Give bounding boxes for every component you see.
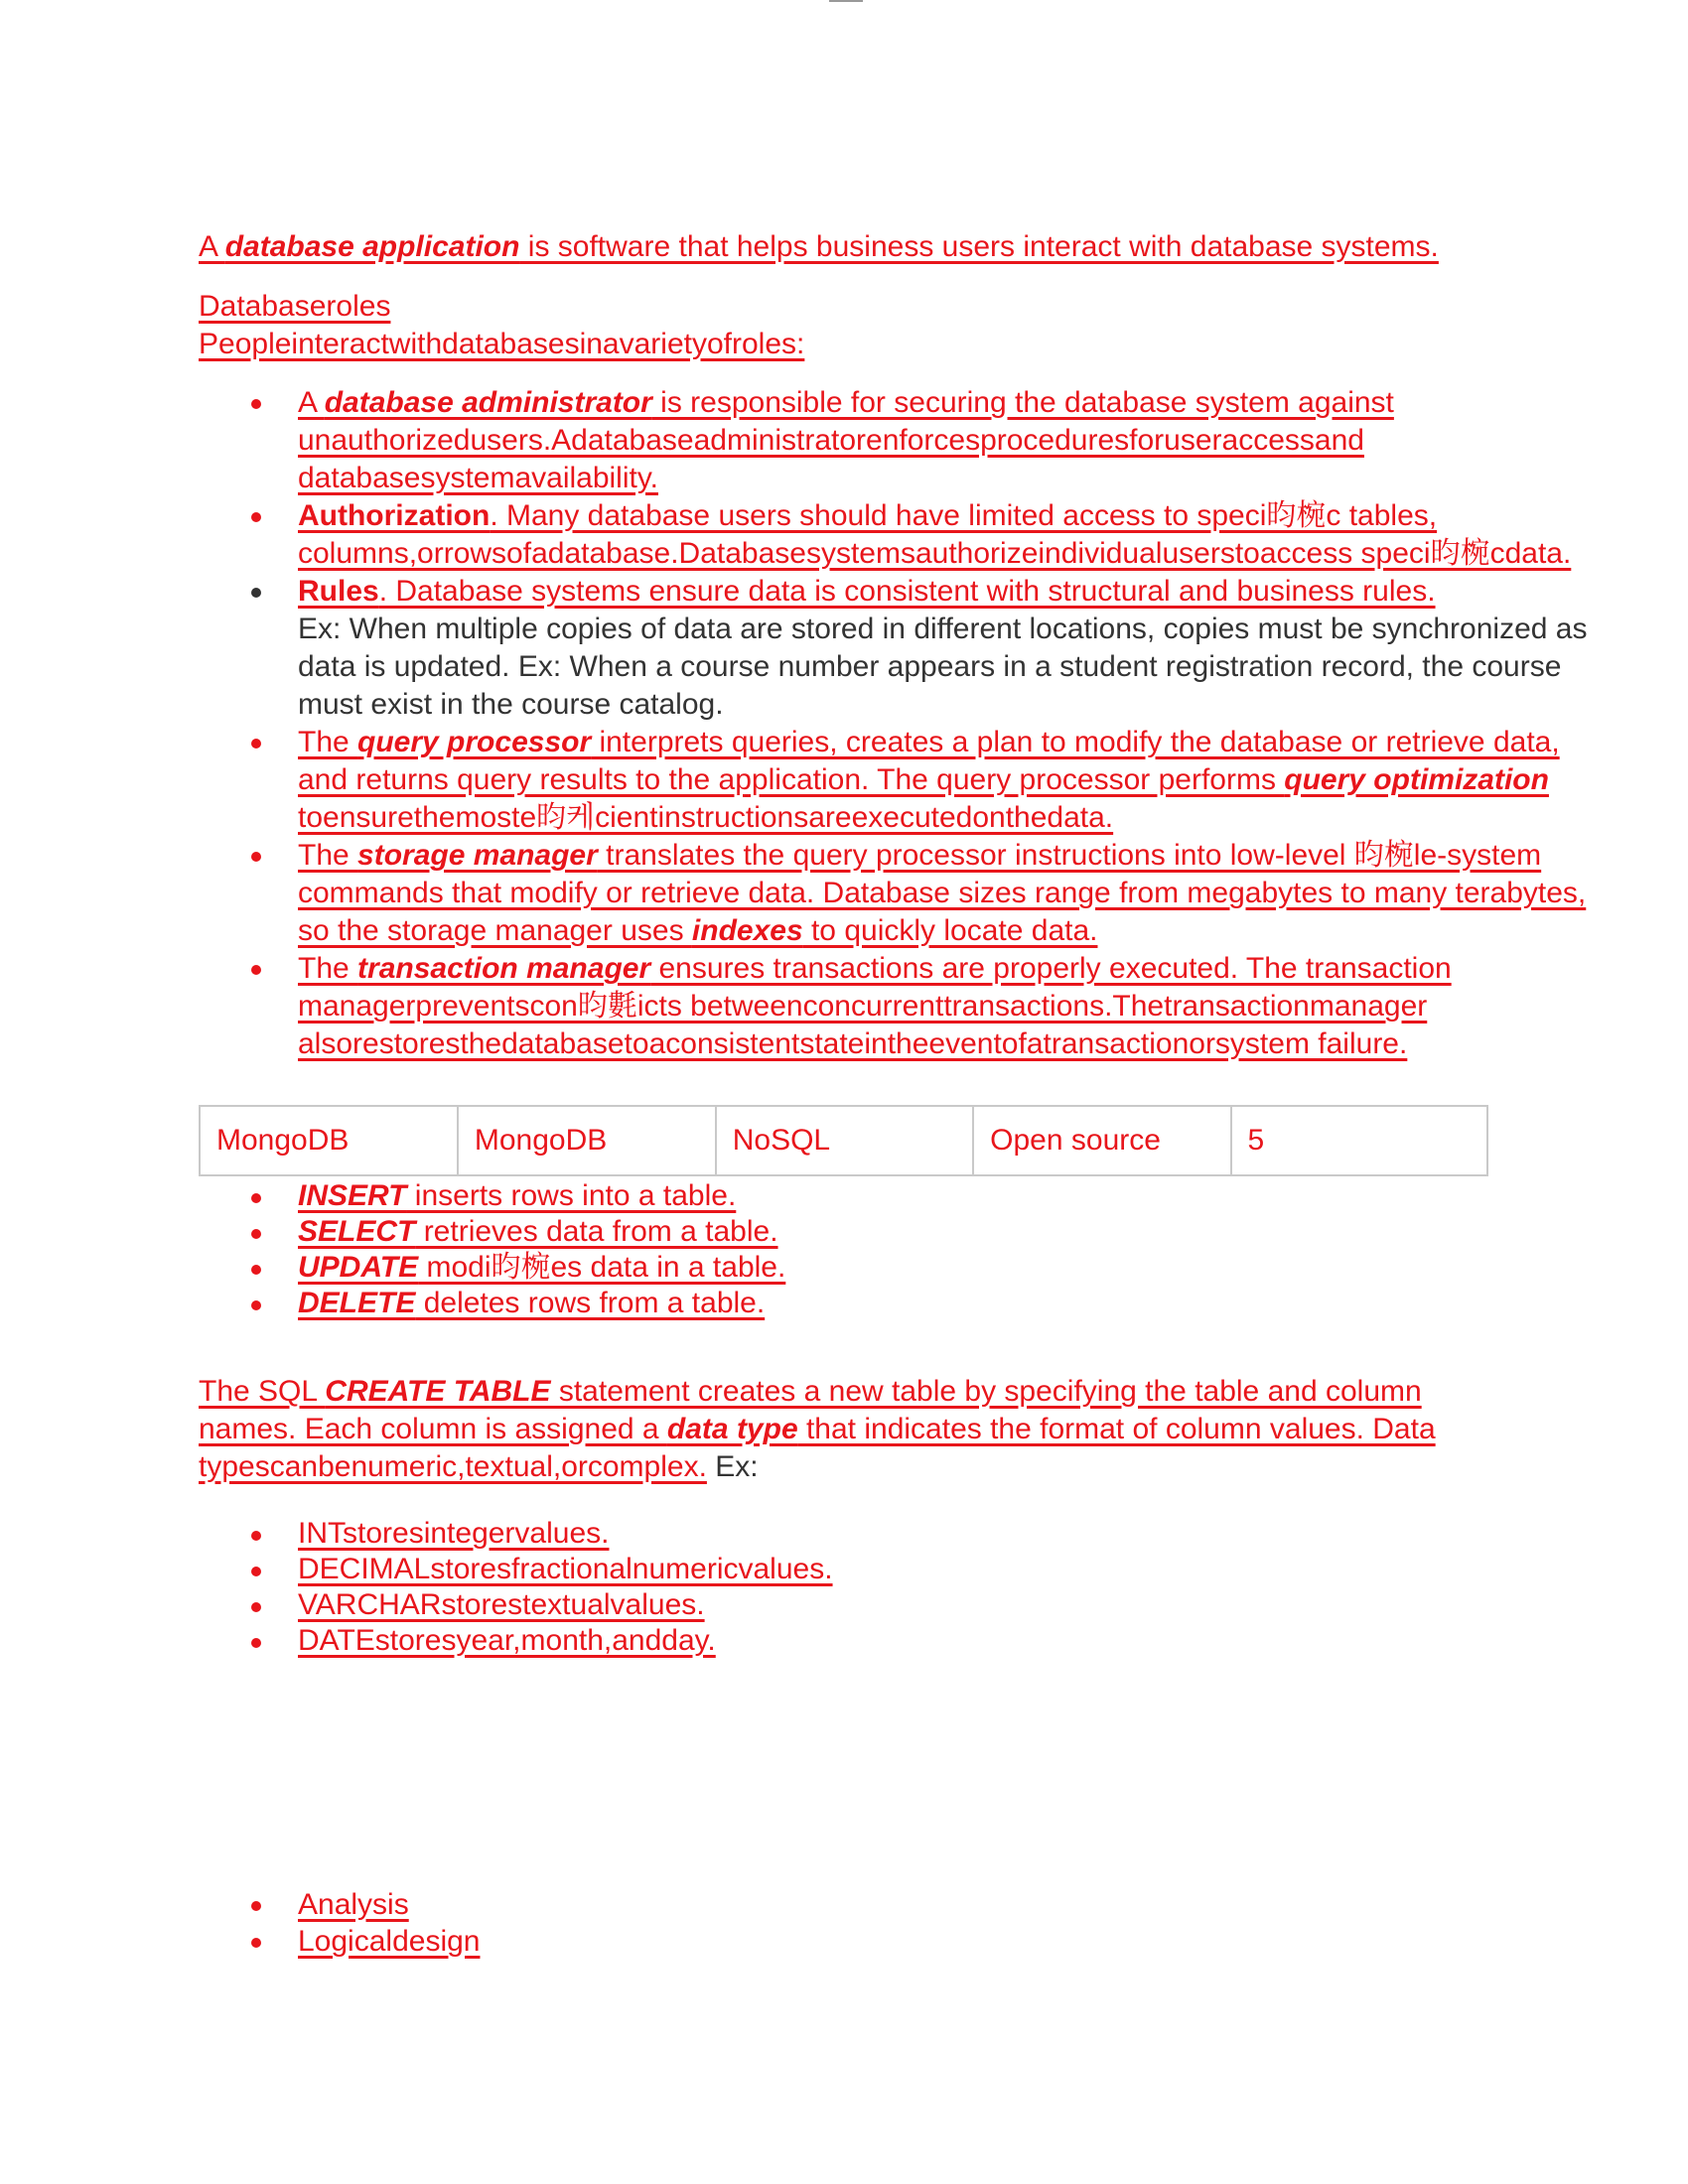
roles-subheading: Peopleinteractwithdatabasesinavarietyofroles: bbox=[199, 328, 805, 360]
table-cell: 5 bbox=[1231, 1106, 1488, 1175]
command-text: modi昀椀es data in a table. bbox=[418, 1251, 786, 1284]
list-item bbox=[298, 837, 1589, 950]
ct-pre: The SQL bbox=[199, 1375, 326, 1408]
item-pre: A bbox=[298, 386, 325, 419]
database-table bbox=[199, 1105, 1488, 1176]
design-phases-list bbox=[199, 1886, 1589, 1960]
table-cell: Open source bbox=[973, 1106, 1230, 1175]
list-item bbox=[298, 1178, 1589, 1214]
roles-list bbox=[199, 384, 1589, 1063]
command-term: DELETE bbox=[298, 1287, 416, 1319]
intro-paragraph bbox=[199, 228, 1489, 266]
item-term: query processor bbox=[357, 726, 592, 758]
item-text: is responsible for securing the database system against unauthorizedusers.Adatabaseadministratorenforcesproceduresforuseraccessand databasesystemavailability. bbox=[298, 386, 1394, 494]
list-item bbox=[298, 724, 1589, 837]
list-item: Logicaldesign bbox=[298, 1923, 1589, 1960]
table-row bbox=[200, 1106, 1487, 1175]
item-pre: The bbox=[298, 952, 358, 985]
list-item: DECIMALstoresfractionalnumericvalues. bbox=[298, 1552, 1589, 1587]
item-text: . Database systems ensure data is consistent with structural and business rules. bbox=[378, 575, 1436, 608]
create-table-paragraph bbox=[199, 1373, 1489, 1486]
item-term-2: query optimization bbox=[1284, 763, 1549, 796]
item-term: database administrator bbox=[324, 386, 652, 419]
item-pre: The bbox=[298, 839, 358, 872]
command-text: retrieves data from a table. bbox=[415, 1215, 778, 1248]
item-note: Ex: When multiple copies of data are stored in different locations, copies must be synchronized as data is updated. Ex: When a course number appears in a student registration record, the course must exist in the course catalog. bbox=[298, 613, 1588, 721]
table-cell: NoSQL bbox=[716, 1106, 973, 1175]
command-term: SELECT bbox=[298, 1215, 416, 1248]
list-item: Analysis bbox=[298, 1886, 1589, 1923]
intro-term: database application bbox=[224, 230, 520, 263]
sql-commands-list bbox=[199, 1178, 1589, 1321]
command-term: UPDATE bbox=[298, 1251, 419, 1284]
list-item bbox=[298, 497, 1589, 573]
list-item bbox=[298, 1214, 1589, 1250]
ct-ex: Ex: bbox=[706, 1450, 759, 1483]
ct-term-2: data type bbox=[666, 1413, 798, 1445]
list-item: VARCHARstorestextualvalues. bbox=[298, 1587, 1589, 1623]
item-term-2: indexes bbox=[691, 914, 803, 947]
roles-heading: Databaseroles bbox=[199, 290, 391, 323]
item-term: transaction manager bbox=[357, 952, 651, 985]
item-text: ensures transactions are properly executed. The transaction managerpreventscon昀氀icts betweenconcurrenttransactions.Thetransactionmanager alsorestoresthedatabasetoaconsistentstateintheeventofatransactionorsystem failure. bbox=[298, 952, 1452, 1060]
intro-post: is software that helps business users interact with database systems. bbox=[519, 230, 1439, 263]
command-text: inserts rows into a table. bbox=[406, 1179, 737, 1212]
item-text: interprets queries, creates a plan to modify the database or retrieve data, and returns query results to the application. The query processor performs bbox=[298, 726, 1560, 796]
data-types-list bbox=[199, 1516, 1589, 1659]
command-term: INSERT bbox=[298, 1179, 407, 1212]
header-mark bbox=[829, 0, 863, 2]
list-item: DATEstoresyear,month,andday. bbox=[298, 1623, 1589, 1659]
item-term: storage manager bbox=[357, 839, 598, 872]
ct-mid: statement creates a new table by specifying the table and column names. Each column is assigned a bbox=[199, 1375, 1422, 1445]
list-item bbox=[298, 384, 1589, 497]
item-text-2: to quickly locate data. bbox=[802, 914, 1098, 947]
ct-post: that indicates the format of column values. Data typescanbenumeric,textual,orcomplex. bbox=[199, 1413, 1436, 1483]
item-term: Authorization bbox=[298, 499, 491, 532]
item-text: translates the query processor instructions into low-level 昀椀le-system commands that modify or retrieve data. Database sizes range from megabytes to many terabytes, so the storage manager uses bbox=[298, 839, 1587, 947]
item-pre: The bbox=[298, 726, 358, 758]
list-item bbox=[298, 1250, 1589, 1286]
list-item bbox=[298, 1286, 1589, 1321]
table-cell: MongoDB bbox=[200, 1106, 458, 1175]
intro-pre: A bbox=[199, 230, 225, 263]
list-item bbox=[298, 950, 1589, 1063]
list-item bbox=[298, 573, 1589, 724]
item-term: Rules bbox=[298, 575, 379, 608]
item-text-2: toensurethemoste昀케cientinstructionsareexecutedonthedata. bbox=[298, 801, 1114, 834]
list-item: INTstoresintegervalues. bbox=[298, 1516, 1589, 1552]
ct-term: CREATE TABLE bbox=[325, 1375, 551, 1408]
command-text: deletes rows from a table. bbox=[415, 1287, 766, 1319]
item-text: . Many database users should have limited access to speci昀椀c tables, columns,orrowsofadatabase.Databasesystemsauthorizeindividualuserstoaccess speci昀椀cdata. bbox=[298, 499, 1572, 570]
table-cell: MongoDB bbox=[458, 1106, 716, 1175]
